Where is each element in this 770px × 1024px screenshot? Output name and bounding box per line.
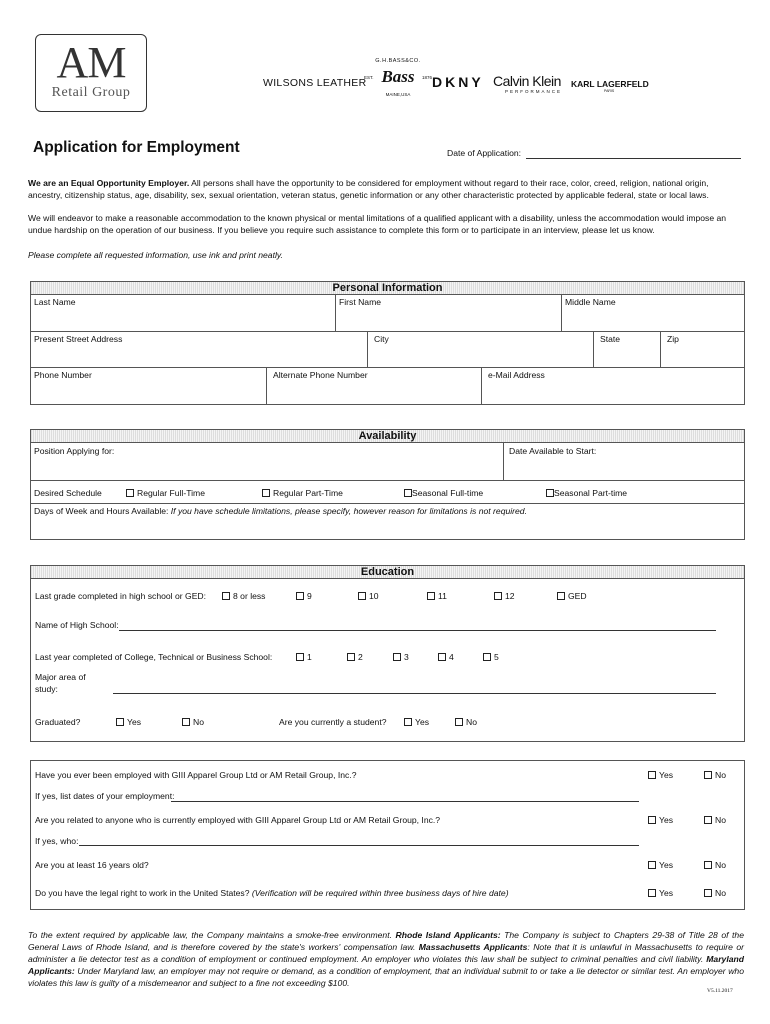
logo-main-text: AM bbox=[56, 38, 126, 87]
college-year-option-5[interactable] bbox=[483, 652, 499, 662]
phone-number-label: Phone Number bbox=[34, 370, 92, 380]
label-age-16-yes: Yes bbox=[659, 860, 674, 870]
high-school-name-field[interactable] bbox=[119, 630, 716, 631]
bass-top-text: G.H.BASS&CO. bbox=[375, 58, 421, 64]
checkbox-regular-part-time[interactable] bbox=[262, 489, 270, 497]
checkbox-right-to-work-yes[interactable] bbox=[648, 889, 656, 897]
schedule-option-regular-part-time[interactable] bbox=[262, 488, 343, 498]
zip-field[interactable] bbox=[661, 332, 744, 368]
legal-smoke-free: To the extent required by applicable law, the Company maintains a smoke-free environment. bbox=[28, 930, 396, 940]
checkbox-seasonal-part-time[interactable] bbox=[546, 489, 554, 497]
grade-completed-label: Last grade completed in high school or GED: bbox=[35, 591, 207, 601]
checkbox-related-employee-yes[interactable] bbox=[648, 816, 656, 824]
position-applying-field[interactable] bbox=[31, 443, 504, 481]
legal-maryland-label: Maryland Applicants: bbox=[28, 954, 744, 976]
label-grade-11: 11 bbox=[438, 591, 447, 601]
date-available-field[interactable] bbox=[504, 443, 744, 481]
right-to-work-no[interactable] bbox=[704, 888, 726, 898]
label-age-16-no: No bbox=[715, 860, 726, 870]
checkbox-college-year-1[interactable] bbox=[296, 653, 304, 661]
checkbox-college-year-2[interactable] bbox=[347, 653, 355, 661]
brand-bass-logo bbox=[360, 58, 436, 102]
employment-dates-label: If yes, list dates of your employment: bbox=[35, 791, 175, 801]
graduated-yes-option[interactable] bbox=[116, 717, 141, 727]
label-grade-12: 12 bbox=[505, 591, 515, 601]
company-logo bbox=[35, 34, 147, 112]
label-right-to-work-yes: Yes bbox=[659, 888, 674, 898]
bass-bottom-text: MAINE,USA bbox=[385, 92, 411, 97]
current-student-label: Are you currently a student? bbox=[279, 717, 387, 727]
right-to-work-yes[interactable] bbox=[648, 888, 673, 898]
question-right-to-work bbox=[35, 888, 509, 898]
label-graduated-no: No bbox=[193, 717, 204, 727]
label-previous-employment-yes: Yes bbox=[659, 770, 674, 780]
legal-notice bbox=[28, 929, 744, 989]
label-regular-part-time: Regular Part-Time bbox=[273, 488, 343, 498]
page-title: Application for Employment bbox=[33, 139, 240, 156]
checkbox-right-to-work-no[interactable] bbox=[704, 889, 712, 897]
checkbox-grade-10[interactable] bbox=[358, 592, 366, 600]
education-header bbox=[31, 566, 744, 579]
state-field[interactable] bbox=[594, 332, 661, 368]
availability-header bbox=[31, 430, 744, 443]
date-available-label: Date Available to Start: bbox=[509, 446, 597, 456]
major-field[interactable] bbox=[113, 693, 716, 694]
personal-information-header bbox=[31, 282, 744, 295]
right-to-work-note: (Verification will be required within three business days of hire date) bbox=[251, 888, 509, 898]
desired-schedule-row bbox=[31, 481, 744, 504]
label-college-year-4: 4 bbox=[449, 652, 454, 662]
label-regular-full-time: Regular Full-Time bbox=[137, 488, 205, 498]
education-title: Education bbox=[360, 566, 415, 578]
schedule-option-regular-full-time[interactable] bbox=[126, 488, 205, 498]
middle-name-field[interactable] bbox=[562, 295, 744, 332]
first-name-label: First Name bbox=[339, 297, 382, 307]
brand-calvin-klein: Calvin Klein bbox=[493, 73, 561, 89]
date-of-application-label: Date of Application: bbox=[447, 148, 522, 158]
previous-employment-no[interactable] bbox=[704, 770, 726, 780]
label-seasonal-full-time: Seasonal Full-time bbox=[412, 488, 484, 498]
eeo-statement bbox=[28, 178, 744, 201]
grade-option-ged[interactable] bbox=[557, 591, 587, 601]
previous-employment-yes[interactable] bbox=[648, 770, 673, 780]
checkbox-regular-full-time[interactable] bbox=[126, 489, 134, 497]
checkbox-previous-employment-yes[interactable] bbox=[648, 771, 656, 779]
days-hours-label-text: Days of Week and Hours Available: bbox=[34, 506, 171, 516]
legal-rhode-island-text: The Company is subject to Chapters 29-38 of Title 28 of the General Laws of Rhode Island, and is therefore covered by the state's workers' compensation law. bbox=[28, 930, 744, 952]
brand-karl-lagerfeld-sub: PARIS bbox=[604, 89, 615, 93]
position-applying-label: Position Applying for: bbox=[34, 446, 115, 456]
phone-number-field[interactable] bbox=[31, 368, 267, 404]
high-school-name-label: Name of High School: bbox=[35, 620, 119, 630]
brand-karl-lagerfeld: KARL LAGERFELD bbox=[571, 79, 649, 89]
checkbox-student-no[interactable] bbox=[455, 718, 463, 726]
zip-label: Zip bbox=[667, 334, 679, 344]
label-previous-employment-no: No bbox=[715, 770, 726, 780]
middle-name-label: Middle Name bbox=[565, 297, 616, 307]
availability-section bbox=[30, 429, 745, 540]
checkbox-college-year-4[interactable] bbox=[438, 653, 446, 661]
related-employee-yes[interactable] bbox=[648, 815, 673, 825]
schedule-option-seasonal-full-time[interactable] bbox=[404, 488, 483, 498]
label-right-to-work-no: No bbox=[715, 888, 726, 898]
email-field[interactable] bbox=[482, 368, 744, 404]
student-no-option[interactable] bbox=[455, 717, 477, 727]
form-version: V5.11.2017 bbox=[707, 988, 733, 994]
grade-option-8-or-less[interactable] bbox=[222, 591, 265, 601]
state-label: State bbox=[600, 334, 621, 344]
employment-questions-section bbox=[30, 760, 745, 910]
checkbox-graduated-yes[interactable] bbox=[116, 718, 124, 726]
legal-maryland-text: Under Maryland law, an employer may not require or demand, as a condition of employment, that an individual submit to or take a lie detector or similar test. An employer who violates this law is guilty of a misdemeanor and subject to a fine not exceeding $100. bbox=[28, 966, 744, 988]
college-year-label: Last year completed of College, Technical or Business School: bbox=[35, 652, 273, 662]
label-college-year-3: 3 bbox=[404, 652, 409, 662]
label-related-employee-no: No bbox=[715, 815, 726, 825]
checkbox-age-16-yes[interactable] bbox=[648, 861, 656, 869]
label-college-year-5: 5 bbox=[494, 652, 499, 662]
label-college-year-2: 2 bbox=[358, 652, 363, 662]
college-year-option-2[interactable] bbox=[347, 652, 363, 662]
employment-dates-field[interactable] bbox=[171, 801, 639, 802]
major-label-line2: study: bbox=[35, 684, 58, 694]
related-who-label: If yes, who: bbox=[35, 836, 79, 846]
label-college-year-1: 1 bbox=[307, 652, 312, 662]
street-address-label: Present Street Address bbox=[34, 334, 123, 344]
alternate-phone-label: Alternate Phone Number bbox=[273, 370, 368, 380]
graduated-label: Graduated? bbox=[35, 717, 81, 727]
major-label-line1: Major area of bbox=[35, 672, 86, 682]
question-previous-employment: Have you ever been employed with GIII Apparel Group Ltd or AM Retail Group, Inc.? bbox=[35, 770, 357, 780]
brand-calvin-klein-sub: PERFORMANCE bbox=[505, 89, 563, 94]
checkbox-student-yes[interactable] bbox=[404, 718, 412, 726]
label-grade-9: 9 bbox=[307, 591, 312, 601]
checkbox-college-year-3[interactable] bbox=[393, 653, 401, 661]
availability-title: Availability bbox=[358, 430, 417, 442]
days-hours-field[interactable] bbox=[31, 504, 744, 539]
personal-information-section bbox=[30, 281, 745, 405]
right-to-work-text: Do you have the legal right to work in the United States? bbox=[35, 888, 252, 898]
graduated-no-option[interactable] bbox=[182, 717, 204, 727]
college-year-option-1[interactable] bbox=[296, 652, 312, 662]
checkbox-college-year-5[interactable] bbox=[483, 653, 491, 661]
schedule-option-seasonal-part-time[interactable] bbox=[546, 488, 627, 498]
accommodation-statement: We will endeavor to make a reasonable accommodation to the known physical or mental limitations of a qualified applicant with a disability, unless the accommodation would impose an undue hardship on the operation of our business. If you believe you require such assistance to complete this form or to participate in an interview, please let us know. bbox=[28, 213, 727, 235]
days-hours-note: If you have schedule limitations, please specify, however reason for limitations is not required. bbox=[170, 506, 527, 516]
grade-option-11[interactable] bbox=[427, 591, 447, 601]
age-16-yes[interactable] bbox=[648, 860, 673, 870]
college-year-option-3[interactable] bbox=[393, 652, 409, 662]
email-label: e-Mail Address bbox=[488, 370, 545, 380]
checkbox-seasonal-full-time[interactable] bbox=[404, 489, 412, 497]
label-seasonal-part-time: Seasonal Part-time bbox=[554, 488, 628, 498]
personal-information-title: Personal Information bbox=[332, 282, 443, 294]
checkbox-grade-9[interactable] bbox=[296, 592, 304, 600]
checkbox-graduated-no[interactable] bbox=[182, 718, 190, 726]
last-name-field[interactable] bbox=[31, 295, 336, 332]
college-year-option-4[interactable] bbox=[438, 652, 454, 662]
eeo-statement-text: All persons shall have the opportunity to be considered for employment without regard to their race, color, creed, religion, national origin, ancestry, citizenship status, age, disability, sex, sexual orientation, veteran status, genetic information or any other characteristic protected by applicable federal, state or local laws. bbox=[28, 178, 709, 200]
city-field[interactable] bbox=[368, 332, 594, 368]
legal-massachusetts-text: : Note that it is unlawful in Massachusetts to require or administer a lie detector test as a condition of employment or continued employment. An employer who violates this law shall be subject to criminal penalties and civil liability. bbox=[28, 942, 744, 964]
label-grade-ged: GED bbox=[568, 591, 587, 601]
grade-option-9[interactable] bbox=[296, 591, 312, 601]
label-graduated-yes: Yes bbox=[127, 717, 142, 727]
bass-year: 1876 bbox=[421, 75, 432, 80]
legal-massachusetts-label: Massachusetts Applicants bbox=[418, 942, 528, 952]
brand-wilsons-leather: WILSONS LEATHER bbox=[263, 77, 367, 89]
checkbox-age-16-no[interactable] bbox=[704, 861, 712, 869]
alternate-phone-field[interactable] bbox=[267, 368, 482, 404]
label-related-employee-yes: Yes bbox=[659, 815, 674, 825]
label-student-no: No bbox=[466, 717, 477, 727]
label-grade-10: 10 bbox=[369, 591, 379, 601]
street-address-field[interactable] bbox=[31, 332, 368, 368]
question-age-16: Are you at least 16 years old? bbox=[35, 860, 149, 870]
checkbox-grade-11[interactable] bbox=[427, 592, 435, 600]
checkbox-grade-8-or-less[interactable] bbox=[222, 592, 230, 600]
label-grade-8-or-less: 8 or less bbox=[233, 591, 266, 601]
checkbox-related-employee-no[interactable] bbox=[704, 816, 712, 824]
grade-option-10[interactable] bbox=[358, 591, 379, 601]
checkbox-grade-ged[interactable] bbox=[557, 592, 565, 600]
first-name-field[interactable] bbox=[336, 295, 562, 332]
related-employee-no[interactable] bbox=[704, 815, 726, 825]
legal-rhode-island-label: Rhode Island Applicants: bbox=[395, 930, 501, 940]
logo-sub-text: Retail Group bbox=[51, 85, 131, 100]
checkbox-previous-employment-no[interactable] bbox=[704, 771, 712, 779]
related-who-field[interactable] bbox=[79, 845, 639, 846]
brand-dkny: DKNY bbox=[432, 74, 484, 90]
eeo-statement-bold: We are an Equal Opportunity Employer. bbox=[28, 178, 190, 188]
student-yes-option[interactable] bbox=[404, 717, 429, 727]
label-student-yes: Yes bbox=[415, 717, 430, 727]
age-16-no[interactable] bbox=[704, 860, 726, 870]
grade-option-12[interactable] bbox=[494, 591, 515, 601]
instructions: Please complete all requested information, use ink and print neatly. bbox=[28, 250, 283, 260]
city-label: City bbox=[374, 334, 389, 344]
days-hours-label bbox=[34, 506, 527, 516]
bass-name: Bass bbox=[381, 67, 415, 86]
last-name-label: Last Name bbox=[34, 297, 76, 307]
education-section bbox=[30, 565, 745, 742]
checkbox-grade-12[interactable] bbox=[494, 592, 502, 600]
question-related-employee: Are you related to anyone who is currently employed with GIII Apparel Group Ltd or AM Retail Group, Inc.? bbox=[35, 815, 441, 825]
bass-est: EST. bbox=[364, 75, 374, 80]
desired-schedule-label: Desired Schedule bbox=[34, 488, 102, 498]
date-of-application-field[interactable] bbox=[526, 158, 741, 159]
